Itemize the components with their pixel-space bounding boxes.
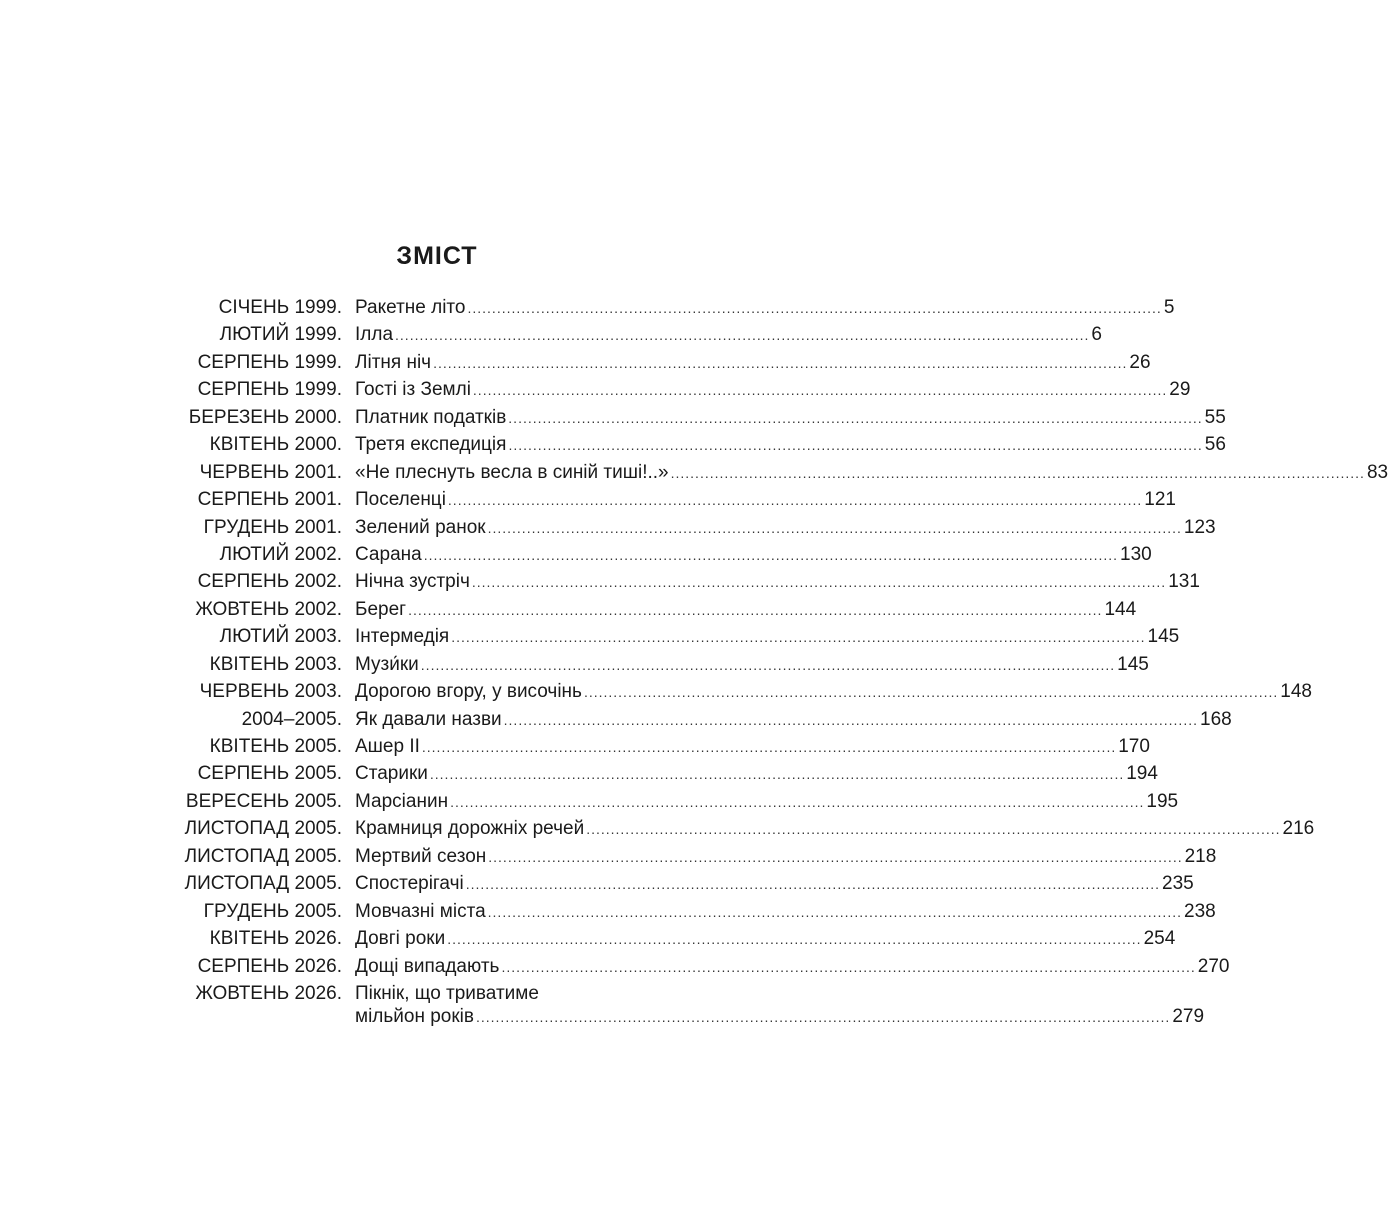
toc-entry-title: Як давали назви (355, 708, 502, 730)
toc-entry[interactable] (150, 760, 1158, 787)
toc-entry-page: 6 (1091, 324, 1102, 346)
toc-entry-page: 56 (1204, 434, 1226, 456)
toc-entry-body (355, 706, 1232, 734)
toc-entry-body (355, 788, 1179, 816)
toc-entry-body (355, 459, 1388, 487)
toc-entry[interactable] (150, 815, 1315, 842)
toc-entry-title: Старики (355, 763, 428, 785)
toc-entry[interactable] (150, 623, 1180, 650)
toc-entry-page: 170 (1118, 736, 1150, 757)
dot-leader (671, 460, 1365, 487)
table-of-contents (150, 294, 1388, 1032)
toc-entry-body (355, 733, 1150, 761)
toc-entry-date: КВІТЕНЬ 2003. (209, 653, 342, 675)
dot-leader (508, 405, 1202, 432)
dot-leader (488, 515, 1182, 542)
toc-entry-last[interactable] (150, 980, 1205, 1032)
toc-entry-body (355, 568, 1200, 596)
dot-leader (430, 761, 1124, 788)
toc-entry[interactable] (150, 431, 1226, 458)
dot-leader (424, 542, 1118, 569)
toc-entry-date: СЕРПЕНЬ 2001. (197, 489, 342, 511)
dot-leader (466, 871, 1160, 898)
toc-entry-title: Мертвий сезон (355, 845, 487, 867)
toc-entry-title-line1: Пікнік, що триватиме (355, 982, 539, 1004)
toc-entry-page: 235 (1162, 873, 1194, 895)
toc-entry-body (355, 321, 1102, 349)
dot-leader (488, 844, 1182, 871)
toc-entry-title: Спостерігачі (355, 873, 464, 895)
toc-entry[interactable] (150, 568, 1200, 595)
toc-entry-date: ЛИСТОПАД 2005. (184, 818, 342, 840)
dot-leader (450, 789, 1144, 816)
page-title: ЗМІСТ (396, 242, 478, 270)
toc-entry[interactable] (150, 459, 1388, 486)
toc-entry-body (355, 870, 1194, 898)
toc-entry-page: 131 (1168, 571, 1200, 593)
toc-entry[interactable] (150, 706, 1232, 733)
dot-leader (476, 1005, 1170, 1029)
toc-entry-title: Крамниця дорожніх речей (355, 818, 585, 840)
toc-entry-date: БЕРЕЗЕНЬ 2000. (188, 406, 342, 428)
dot-leader (488, 899, 1182, 926)
toc-entry-date: КВІТЕНЬ 2026. (209, 928, 342, 950)
toc-entry[interactable] (150, 321, 1102, 348)
toc-entry-title: Ілла (355, 324, 394, 346)
toc-entry-body (355, 980, 1204, 1029)
toc-entry-body (355, 925, 1176, 953)
toc-entry[interactable] (150, 788, 1179, 815)
toc-entry[interactable] (150, 651, 1149, 678)
toc-entry[interactable] (150, 678, 1312, 705)
dot-leader (508, 432, 1202, 459)
toc-entry-date: КВІТЕНЬ 2005. (209, 736, 342, 757)
toc-entry[interactable] (150, 376, 1191, 403)
toc-entry-page: 238 (1184, 900, 1216, 922)
toc-entry-body (355, 651, 1149, 679)
toc-entry-page: 145 (1147, 626, 1180, 648)
toc-entry-body (355, 843, 1217, 871)
toc-entry-title: Марсіанин (355, 790, 449, 812)
toc-entry-body (355, 486, 1176, 514)
toc-entry[interactable] (150, 953, 1230, 980)
toc-entry-page: 194 (1126, 763, 1158, 785)
dot-leader (451, 624, 1145, 651)
toc-entry-title: Гості із Землі (355, 379, 471, 401)
toc-entry-date: СІЧЕНЬ 1999. (218, 297, 342, 318)
dot-leader (422, 734, 1116, 761)
toc-entry-title: Поселенці (355, 489, 446, 511)
toc-entry-page: 83 (1366, 461, 1388, 483)
toc-entry-body (355, 376, 1191, 404)
toc-entry-date: СЕРПЕНЬ 2002. (197, 571, 342, 593)
toc-entry-body (355, 294, 1175, 322)
toc-entry-page: 121 (1144, 489, 1176, 511)
toc-entry-body (355, 541, 1152, 569)
toc-entry-body (355, 898, 1216, 926)
toc-entry-title: Ашер II (355, 736, 420, 757)
toc-entry-date: СЕРПЕНЬ 1999. (197, 379, 342, 401)
toc-entry-page: 130 (1120, 543, 1152, 565)
toc-entry-body (355, 953, 1230, 981)
toc-entry-page: 254 (1143, 928, 1176, 950)
toc-entry-page: 148 (1280, 681, 1312, 703)
toc-entry[interactable] (150, 733, 1150, 760)
toc-entry-title: Ракетне літо (355, 297, 466, 318)
dot-leader (448, 487, 1142, 514)
toc-entry-date: СЕРПЕНЬ 2005. (197, 763, 342, 785)
toc-entry[interactable] (150, 870, 1194, 897)
toc-entry-date: ЛИСТОПАД 2005. (184, 845, 342, 867)
toc-entry[interactable] (150, 486, 1176, 513)
toc-entry-date: ЛЮТИЙ 2003. (219, 626, 342, 648)
toc-entry-date: ГРУДЕНЬ 2001. (203, 516, 342, 538)
toc-entry-date: ЛЮТИЙ 1999. (219, 324, 342, 346)
dot-leader (584, 679, 1278, 706)
toc-entry-title: Третя експедиція (355, 434, 507, 456)
toc-entry-page: 216 (1282, 818, 1315, 840)
toc-entry-title: Музи́ки (355, 653, 419, 675)
dot-leader (473, 377, 1167, 404)
toc-entry[interactable] (150, 596, 1137, 623)
toc-entry[interactable] (150, 404, 1226, 431)
toc-entry-title: Берег (355, 598, 407, 620)
dot-leader (408, 597, 1102, 624)
dot-leader (447, 926, 1141, 953)
toc-entry[interactable] (150, 898, 1216, 925)
toc-entry-title: Дорогою вгору, у височінь (355, 681, 582, 703)
toc-entry-body (355, 514, 1216, 542)
toc-entry-title: Платник податків (355, 406, 507, 428)
toc-entry-date: СЕРПЕНЬ 2026. (197, 955, 342, 977)
toc-entry-title-line2: мільйон років (355, 1005, 474, 1027)
toc-entry-date: ГРУДЕНЬ 2005. (203, 900, 342, 922)
toc-entry-page: 270 (1197, 955, 1230, 977)
dot-leader (472, 569, 1166, 596)
toc-entry[interactable] (150, 843, 1217, 870)
dot-leader (421, 652, 1115, 679)
toc-entry-page: 168 (1200, 708, 1232, 730)
toc-entry-date: ВЕРЕСЕНЬ 2005. (185, 790, 342, 812)
toc-entry-title: Літня ніч (355, 351, 432, 373)
toc-entry-page: 279 (1172, 1005, 1205, 1027)
toc-entry-date: ЖОВТЕНЬ 2026. (195, 982, 342, 1004)
dot-leader (467, 295, 1161, 322)
toc-entry[interactable] (150, 541, 1152, 568)
dot-leader (395, 322, 1089, 349)
toc-entry-body (355, 431, 1226, 459)
toc-entry-title: «Не плеснуть весла в синій тиші!..» (355, 461, 669, 483)
toc-entry[interactable] (150, 294, 1175, 321)
toc-entry-page: 55 (1204, 406, 1226, 428)
toc-entry-page: 5 (1163, 297, 1175, 318)
toc-entry-page: 218 (1184, 845, 1217, 867)
dot-leader (501, 954, 1195, 981)
toc-entry-page: 123 (1183, 516, 1216, 538)
toc-entry-page: 145 (1117, 653, 1149, 675)
toc-entry-body (355, 760, 1158, 788)
toc-entry-date: 2004–2005. (241, 708, 342, 730)
toc-entry-title: Сарана (355, 543, 422, 565)
toc-entry-body (355, 404, 1226, 432)
toc-entry-body (355, 596, 1137, 624)
toc-entry-body (355, 623, 1180, 651)
toc-entry-page: 26 (1129, 351, 1151, 373)
toc-entry-page: 195 (1146, 790, 1179, 812)
toc-entry-date: СЕРПЕНЬ 1999. (197, 351, 342, 373)
toc-entry[interactable] (150, 514, 1216, 541)
dot-leader (433, 350, 1127, 377)
toc-entry[interactable] (150, 925, 1176, 952)
toc-entry-date: ЛИСТОПАД 2005. (184, 873, 342, 895)
toc-entry-body (355, 349, 1151, 377)
toc-entry-date: ЧЕРВЕНЬ 2003. (199, 681, 342, 703)
toc-entry-title: Довгі роки (355, 928, 446, 950)
toc-entry-title: Інтермедія (355, 626, 450, 648)
toc-entry-page: 29 (1169, 379, 1191, 401)
dot-leader (504, 707, 1198, 734)
toc-entry-title: Мовчазні міста (355, 900, 486, 922)
toc-entry-title-line2-wrap (355, 1005, 1204, 1029)
toc-entry-body (355, 678, 1312, 706)
dot-leader (586, 816, 1280, 843)
toc-entry-title: Зелений ранок (355, 516, 486, 538)
toc-entry-date: ЧЕРВЕНЬ 2001. (199, 461, 342, 483)
toc-entry-date: КВІТЕНЬ 2000. (209, 434, 342, 456)
toc-entry-page: 144 (1104, 598, 1137, 620)
toc-entry-body (355, 815, 1315, 843)
toc-entry-date: ЖОВТЕНЬ 2002. (195, 598, 342, 620)
toc-entry[interactable] (150, 349, 1151, 376)
toc-entry-date: ЛЮТИЙ 2002. (219, 543, 342, 565)
toc-entry-title: Дощі випадають (355, 955, 500, 977)
toc-entry-title: Нічна зустріч (355, 571, 470, 593)
